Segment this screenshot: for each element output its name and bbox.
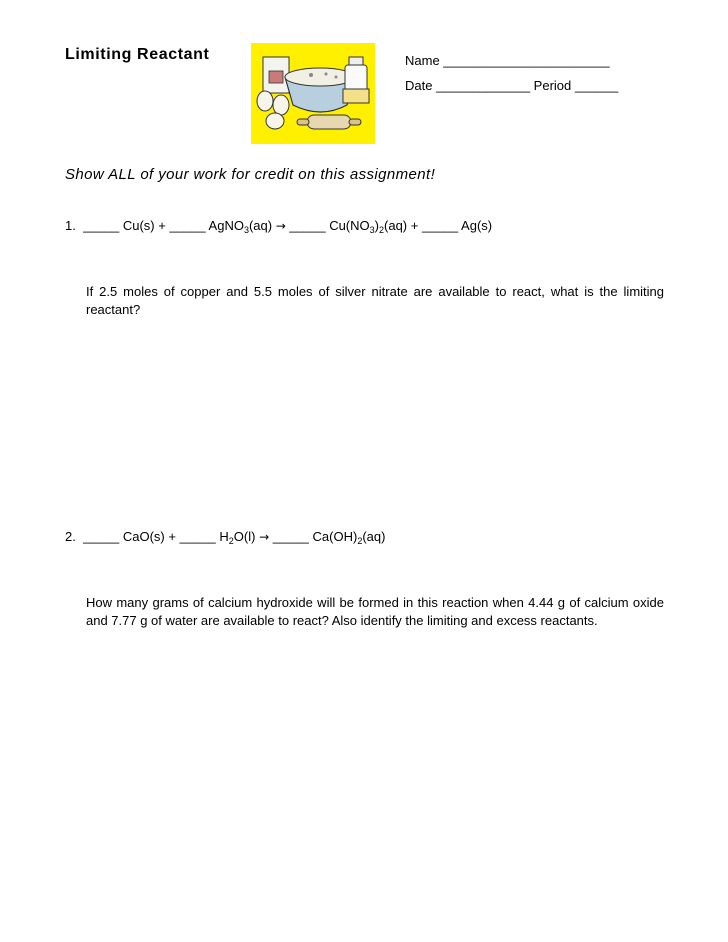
problem-1-question: If 2.5 moles of copper and 5.5 moles of silver nitrate are available to react, what is the limiting reactant?	[86, 284, 664, 317]
date-period-field[interactable]: Date _____________ Period ______	[405, 78, 619, 93]
baking-supplies-clipart-icon	[251, 43, 375, 144]
coefficient-blank[interactable]: _____	[289, 218, 326, 233]
problem-1-equation	[65, 218, 492, 233]
problem-number: 1.	[65, 218, 76, 233]
yields-arrow-icon: →	[259, 530, 270, 544]
reactant-2: AgNO$_3$(aq)	[208, 218, 273, 235]
coefficient-blank[interactable]: _____	[272, 529, 309, 544]
name-field[interactable]: Name _______________________	[405, 53, 610, 68]
coefficient-blank[interactable]: _____	[179, 529, 216, 544]
coefficient-blank[interactable]: _____	[169, 218, 206, 233]
coefficient-blank[interactable]: _____	[83, 218, 120, 233]
problem-2-equation	[65, 529, 385, 544]
problem-2-question: How many grams of calcium hydroxide will be formed in this reaction when 4.44 g of calcium oxide and 7.77 g of water are available to react? Also identify the limiting and excess reactants.	[86, 595, 664, 628]
product-1: $Cu(NO_3)_2(aq)$	[329, 218, 408, 235]
plus-sign: +	[168, 529, 176, 544]
reactant-1: CaO(s)	[122, 529, 165, 544]
reactant-2: $H_2O(l)$	[219, 529, 256, 546]
coefficient-blank[interactable]: _____	[83, 529, 120, 544]
yields-arrow-icon: →	[275, 219, 286, 233]
product-1: $Ca(OH)_2(aq)$	[312, 529, 386, 546]
instructions: Show ALL of your work for credit on this assignment!	[65, 166, 436, 183]
worksheet-title: Limiting Reactant	[65, 46, 210, 63]
problem-number: 2.	[65, 529, 76, 544]
plus-sign: +	[410, 218, 419, 233]
plus-sign: +	[158, 218, 166, 233]
product-2: Ag(s)	[461, 218, 493, 233]
reactant-1: Cu(s)	[122, 218, 155, 233]
coefficient-blank[interactable]: _____	[421, 218, 459, 233]
